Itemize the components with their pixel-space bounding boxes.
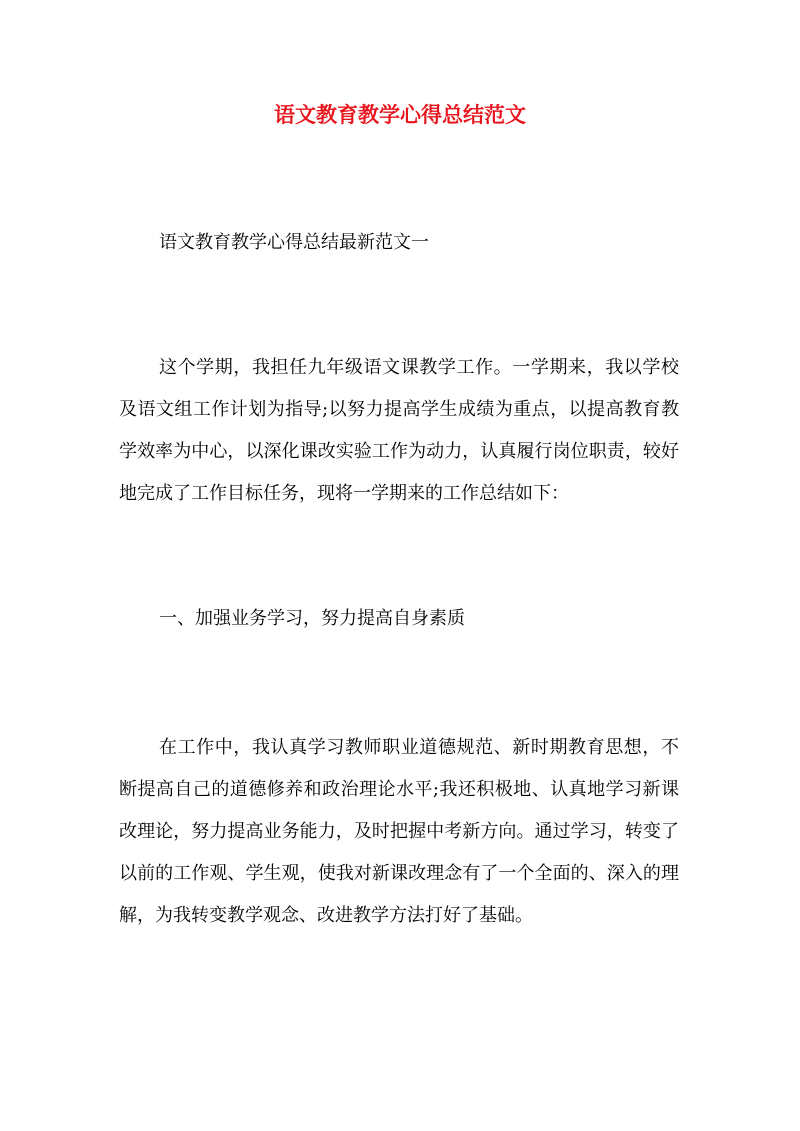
document-title: 语文教育教学心得总结范文 (274, 102, 526, 127)
body-paragraph-study: 在工作中，我认真学习教师职业道德规范、新时期教育思想，不断提高自己的道德修养和政治理论水平;我还积极地、认真地学习新课改理论，努力提高业务能力，及时把握中考新方向。通过学习，转变了以前的工作观、学生观，使我对新课改理念有了一个全面的、深入的理解，为我转变教学观念、改进教学方法打好了基础。 (119, 737, 679, 926)
body-paragraph-intro: 这个学期，我担任九年级语文课教学工作。一学期来，我以学校及语文组工作计划为指导;以努力提高学生成绩为重点，以提高教育教学效率为中心，以深化课改实验工作为动力，认真履行岗位职责，较好地完成了工作目标任务，现将一学期来的工作总结如下： (119, 357, 679, 504)
section-heading: 一、加强业务学习，努力提高自身素质 (159, 608, 465, 629)
document-subtitle: 语文教育教学心得总结最新范文一 (159, 232, 429, 253)
